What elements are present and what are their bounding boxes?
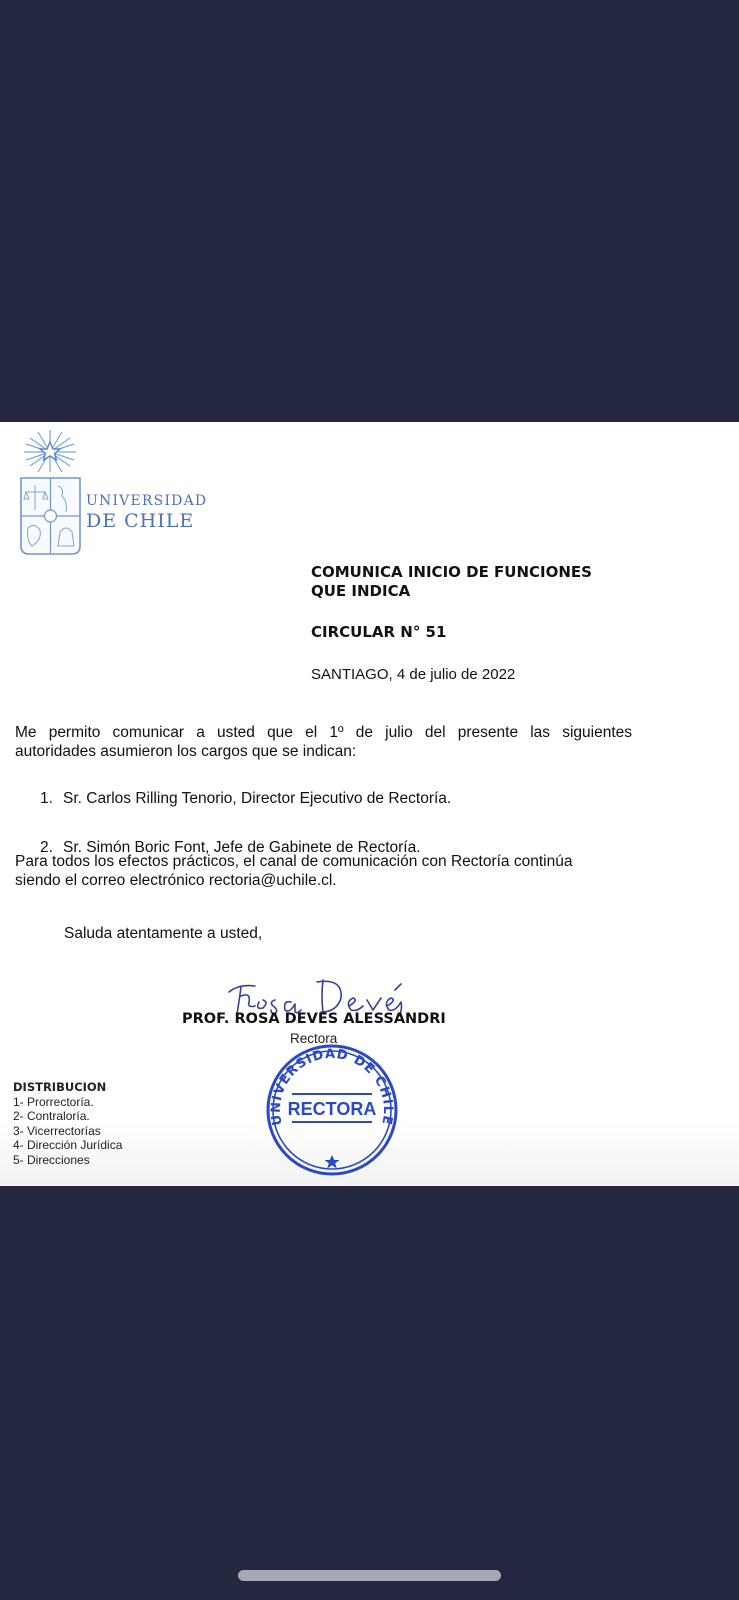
list-item-number: 2. — [40, 839, 53, 856]
document-date: SANTIAGO, 4 de julio de 2022 — [311, 666, 516, 683]
wordmark-line-2: DE CHILE — [86, 510, 195, 532]
intro-paragraph — [15, 723, 632, 761]
document-title — [311, 563, 592, 601]
wordmark-line-1: UNIVERSIDAD — [86, 493, 208, 509]
title-line-2: QUE INDICA — [311, 582, 411, 600]
list-item-text: Sr. Carlos Rilling Tenorio, Director Ejecutivo de Rectoría. — [63, 790, 452, 807]
distribution-item: 3- Vicerrectorías — [13, 1123, 101, 1138]
university-wordmark — [86, 492, 207, 532]
contact-line-1: Para todos los efectos prácticos, el canal de comunicación con Rectoría continúa — [15, 853, 573, 870]
signer-name: PROF. ROSA DEVES ALESSANDRI — [182, 1011, 446, 1027]
list-item-text: Sr. Simón Boric Font, Jefe de Gabinete de Rectoría. — [63, 839, 421, 856]
rectora-seal-stamp — [262, 1038, 402, 1178]
svg-text:UNIVERSIDAD DE CHILE: UNIVERSIDAD DE CHILE — [268, 1046, 396, 1127]
distribution-item: 4- Dirección Jurídica — [13, 1138, 123, 1152]
contact-paragraph — [15, 852, 632, 890]
distribution-item: 1- Prorrectoría. — [13, 1094, 94, 1109]
list-item-number: 1. — [40, 790, 53, 807]
distribution-heading: DISTRIBUCION — [13, 1080, 107, 1094]
signer-role: Rectora — [290, 1031, 338, 1046]
intro-line-1: Me permito comunicar a usted que el 1º de julio del presente las siguientes — [15, 724, 632, 741]
document-page — [0, 422, 739, 1186]
title-line-1: COMUNICA INICIO DE FUNCIONES — [311, 563, 592, 581]
distribution-item: 5- Direcciones — [13, 1152, 90, 1167]
svg-text:RECTORA: RECTORA — [287, 1099, 377, 1119]
distribution-list — [13, 1080, 122, 1167]
contact-line-2: siendo el correo electrónico rectoria@uchile.cl. — [15, 872, 337, 889]
home-indicator[interactable] — [238, 1570, 501, 1581]
list-item — [40, 789, 451, 808]
closing-salutation: Saluda atentamente a usted, — [64, 925, 263, 942]
intro-line-2: autoridades asumieron los cargos que se indican: — [15, 743, 357, 760]
circular-number: CIRCULAR N° 51 — [311, 623, 447, 641]
distribution-item: 2- Contraloría. — [13, 1109, 90, 1123]
university-crest-icon — [18, 428, 88, 558]
